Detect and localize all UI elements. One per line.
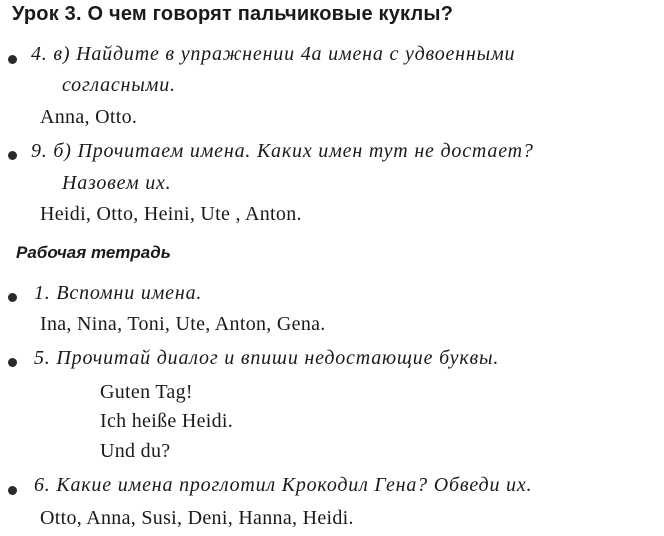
task-4v-answer: Anna, Otto. (40, 106, 138, 128)
task-4v-instruction-line1: 4. в) Найдите в упражнении 4а имена с удвоенными (31, 43, 516, 65)
bullet-icon (8, 55, 17, 64)
bullet-icon (8, 151, 17, 160)
bullet-icon (8, 358, 17, 367)
workbook-6-answer: Otto, Anna, Susi, Deni, Hanna, Heidi. (40, 507, 354, 529)
task-4v-instruction-line2: согласными. (62, 74, 176, 96)
bullet-icon (8, 486, 17, 495)
workbook-1-instruction: 1. Вспомни имена. (34, 282, 203, 304)
bullet-icon (8, 293, 17, 302)
workbook-1-answer: Ina, Nina, Toni, Ute, Anton, Gena. (40, 313, 326, 335)
workbook-6-instruction: 6. Какие имена проглотил Крокодил Гена? Обведи их. (34, 474, 533, 496)
dialog-line: Und du? (100, 440, 171, 462)
lesson-title: Урок 3. О чем говорят пальчиковые куклы? (12, 3, 454, 25)
task-9b-instruction-line2: Назовем их. (62, 172, 172, 194)
task-9b-answer: Heidi, Otto, Heini, Ute , Anton. (40, 203, 302, 225)
section-title: Рабочая тетрадь (16, 243, 171, 262)
dialog-line: Guten Tag! (100, 381, 193, 403)
workbook-5-instruction: 5. Прочитай диалог и впиши недостающие буквы. (34, 347, 500, 369)
dialog-line: Ich heiße Heidi. (100, 410, 234, 432)
task-9b-instruction-line1: 9. б) Прочитаем имена. Каких имен тут не достает? (31, 140, 534, 162)
